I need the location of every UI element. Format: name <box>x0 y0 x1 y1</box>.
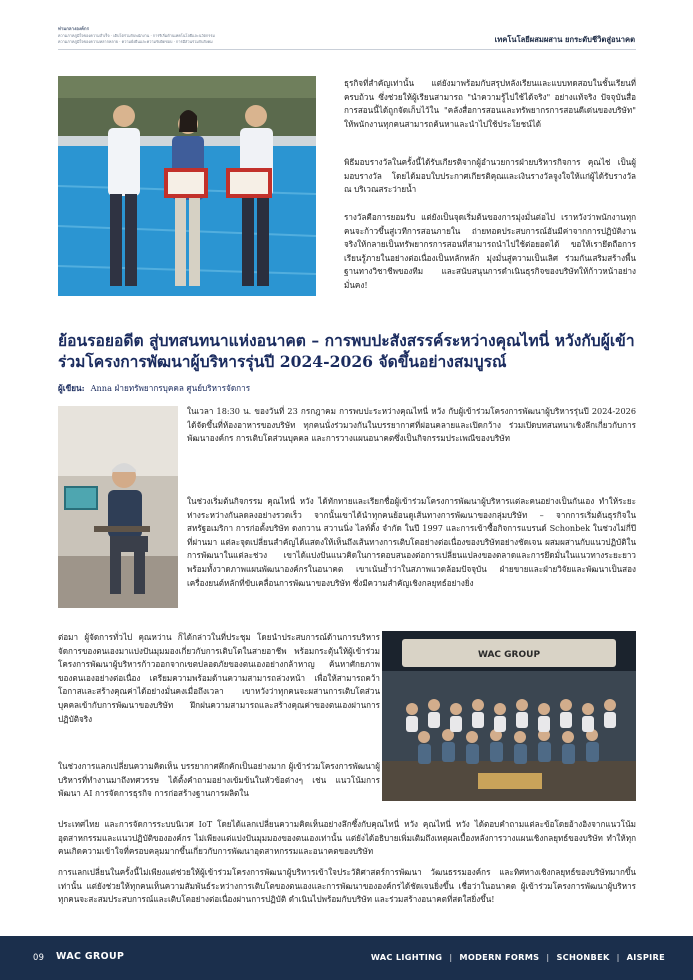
article-paragraph-6: การแลกเปลี่ยนในครั้งนี้ไม่เพียงแต่ช่วยให้ผู้เข้าร่วมโครงการพัฒนาผู้บริหารเข้าใจประวัติศาสตร์การพัฒนา วัฒนธรรมองค์กร และทิศทางเชิงกลยุทธ์ของบริษัทมากขึ้นเท่านั้น แต่ยังช่วยให้ทุกคนเห็นความสัมพันธ์ระหว่างการเติบโตของตนเองและการพัฒนาขององค์กรได้ชัดเจนยิ่งขึ้น เชื่อว่าในอนาคต ผู้เข้าร่วมโครงการพัฒนาผู้บริหารทุกคนจะสะสมประสบการณ์และเติบโตอย่างต่อเนื่องผ่านการปฏิบัติ ดำเนินไปพร้อมกับบริษัท และร่วมสร้างอนาคตที่สดใสยิ่งขึ้น! <box>58 867 636 905</box>
section-label: ท่ามกลางองค์กร <box>58 27 89 32</box>
award-ceremony-photo <box>58 76 316 296</box>
footer-brand-modern-forms: MODERN FORMS <box>459 952 540 962</box>
footer-separator: | <box>449 952 453 962</box>
article-byline <box>58 382 578 395</box>
header-meta <box>58 26 388 45</box>
page-footer <box>0 936 693 980</box>
header-meta-line-2: ความภาคภูมิใจของความหลากหลาย · ความยั่งยืนและความรับผิดชอบ · การมีส่วนร่วมกับสังคม <box>58 39 213 44</box>
intro-paragraph-1: ธุรกิจที่สำคัญเท่านั้น แต่ยังมาพร้อมกับสรุปหลังเรียนและแบบทดสอบในชั้นเรียนที่ครบถ้วน ซึ่งช่วยให้ผู้เรียนสามารถ "นำความรู้ไปใช้ได้จริง" อย่างแท้จริง ปัจจุบันสื่อการสอนนี้ได้ถูกจัดเก็บไว้ใน "คลังสื่อการสอนและทรัพยากรการสอนดีเด่นของบริษัท" ให้พนักงานทุกคนสามารถค้นหาและนำไปใช้ประโยชน์ได้ <box>344 78 636 129</box>
article-paragraph-2: ในช่วงเริ่มต้นกิจกรรม คุณไทนี่ หวัง ได้ทักทายและเรียกชื่อผู้เข้าร่วมโครงการพัฒนาผู้บริหารแต่ละคนอย่างเป็นกันเอง ทำให้ระยะห่างระหว่างกันลดลงอย่างรวดเร็ว จากนั้นเขาได้นำทุกคนย้อนดูเส้นทางการพัฒนาของกลุ่มบริษัท – จากการเริ่มต้นธุรกิจในสหรัฐอเมริกา การก่อตั้งบริษัท ดงกวาน สวานนิ่ง ไลท์ติ้ง จำกัด ในปี 1997 และการเข้าซื้อกิจการแบรนด์ Schonbek ในช่วงไม่กี่ปีที่ผ่านมา แต่ละจุดเปลี่ยนสำคัญได้แสดงให้เห็นถึงเส้นทางการเติบโตอย่างต่อเนื่องของบริษัทอย่างชัดเจน ผสมผสานกับแนวปฏิบัติในการพัฒนาในแต่ละช่วง เขาได้แบ่งปันแนวคิดในการตอบสนองต่อการเปลี่ยนแปลงของตลาดและการยึดมั่นในแนวทางระยะยาว พร้อมทั้งวาดภาพแผนพัฒนาองค์กรในอนาคต เขาเน้นย้ำว่าในสภาพแวดล้อมปัจจุบัน ฝ่ายขายและฝ่ายวิจัยและพัฒนาเป็นสองเครื่องยนต์หลักที่ขับเคลื่อนการพัฒนาของบริษัท ซึ่งมีความสำคัญเชิงกลยุทธ์อย่างยิ่ง <box>187 496 636 588</box>
header-divider <box>58 49 636 50</box>
header-meta-line-1: ความภาคภูมิใจของความสำเร็จ · เติบโตร่วมกับพนักงาน · การริเริ่มด้านเทคโนโลยีและนวัตกรรม <box>58 33 215 38</box>
footer-separator: | <box>616 952 620 962</box>
group-photo-banner-text: WAC GROUP <box>477 650 541 660</box>
group-photo <box>382 631 636 801</box>
footer-brand-schonbek: SCHONBEK <box>556 952 610 962</box>
footer-brand-aispire: AISPIRE <box>626 952 665 962</box>
footer-separator: | <box>546 952 550 962</box>
article-paragraph-3: ต่อมา ผู้จัดการทั่วไป คุณหว่าน ก็ได้กล่าวในที่ประชุม โดยนำประสบการณ์ด้านการบริหารจัดการของตนเองมาแบ่งปันมุมมองเกี่ยวกับการเติบโตในสายอาชีพ พร้อมกระตุ้นให้ผู้เข้าร่วมโครงการพัฒนาผู้บริหารก้าวออกจากเขตปลอดภัยของตนเองอย่างกล้าหาญ ค้นหาศักยภาพของตนเองอย่างต่อเนื่อง เตรียมความพร้อมด้านความสามารถล่วงหน้า เพื่อให้สามารถคว้าโอกาสและสร้างคุณค่าได้อย่างมั่นคงเมื่อถึงเวลา เขาหวังว่าทุกคนจะผสานการเติบโตส่วนบุคคลเข้ากับการพัฒนาของบริษัท ฝึกฝนความสามารถและสร้างคุณค่าของตนเองผ่านการปฏิบัติจริง <box>58 632 380 724</box>
article-paragraph-1: ในเวลา 18:30 น. ของวันที่ 23 กรกฎาคม การพบปะระหว่างคุณไทนี่ หวัง กับผู้เข้าร่วมโครงการพัฒนาผู้บริหารรุ่นปี 2024-2026 ได้จัดขึ้นที่ห้องอาหารของบริษัท ทุกคนนั่งร่วมวงกันในบรรยากาศที่ผ่อนคลายและเปิดกว้าง ร่วมเปิดบทสนทนาเชิงลึกเกี่ยวกับการพัฒนาองค์กร การเติบโตส่วนบุคคล และการวางแผนอนาคตซึ่งเป็นกิจกรรมประเพณีของบริษัท <box>187 406 636 444</box>
article-paragraph-4: ในช่วงการแลกเปลี่ยนความคิดเห็น บรรยากาศคึกคักเป็นอย่างมาก ผู้เข้าร่วมโครงการพัฒนาผู้บริหารที่ทำงานมาถึงทศวรรษ ได้ตั้งคำถามอย่างเข้มข้นในหัวข้อต่างๆ เช่น แนวโน้มการพัฒนา AI การจัดการธุรกิจ การก่อสร้างฐานการผลิตใน <box>58 761 380 799</box>
footer-brand-wac-lighting: WAC LIGHTING <box>370 952 443 962</box>
intro-paragraph-2: พิธีมอบรางวัลในครั้งนี้ได้รับเกียรติจากผู้อำนวยการฝ่ายบริหารกิจการ คุณไช่ เป็นผู้มอบรางวัล โดยได้มอบใบประกาศเกียรติคุณและเงินรางวัลจูงใจให้แก่ผู้ได้รับรางวัล ณ บริเวณสระว่ายน้ำ <box>344 157 636 195</box>
article-title: ย้อนรอยอดีต สู่บทสนทนาแห่งอนาคต – การพบปะสังสรรค์ระหว่างคุณไทนี่ หวังกับผู้เข้าร่วมโครงการพัฒนาผู้บริหารรุ่นปี 2024-2026 จัดขึ้นอย่างสมบูรณ์ <box>58 331 635 371</box>
page-header <box>0 0 693 60</box>
page-number: 09 <box>33 952 45 962</box>
article-paragraph-5: ประเทศไทย และการจัดการระบบนิเวศ IoT โดยได้แลกเปลี่ยนความคิดเห็นอย่างลึกซึ้งกับคุณไทนี่ หวัง คุณไทนี่ หวัง ได้ตอบคำถามแต่ละข้อโดยอ้างอิงจากแนวโน้มอุตสาหกรรมและแนวปฏิบัติขององค์กร ไม่เพียงแต่แบ่งปันมุมมองของตนเองเท่านั้น แต่ยังได้อธิบายเพิ่มเติมถึงเหตุผลเบื้องหลังการวางแผนเชิงกลยุทธ์ของบริษัท ทำให้ทุกคนเกิดความเข้าใจที่ครอบคลุมมากขึ้นเกี่ยวกับการพัฒนาอุตสาหกรรมและอนาคตของบริษัท <box>58 819 636 857</box>
byline-author: Anna ฝ่ายทรัพยากรบุคคล ศูนย์บริหารจัดการ <box>90 383 251 393</box>
footer-brand-list <box>371 952 665 962</box>
intro-paragraph-3: รางวัลคือการยอมรับ แต่ยังเป็นจุดเริ่มต้นของการมุ่งมั่นต่อไป เราหวังว่าพนักงานทุกคนจะก้าวขึ้นสู่เวทีการสอนภายใน ถ่ายทอดประสบการณ์อันมีค่าจากการปฏิบัติงานจริงให้กลายเป็นทรัพยากรการสอนที่สามารถนำไปใช้ต่อยอดได้ ขอให้เรายึดถือการเรียนรู้ภายในอย่างต่อเนื่องเป็นหลักหลัก มุ่งมั่นสู่ความเป็นเลิศ ร่วมกันเสริมสร้างพื้นฐานทางวิชาชีพของทีม และสนับสนุนการดำเนินธุรกิจของบริษัทให้ก้าวหน้าอย่างมั่นคง! <box>344 212 636 290</box>
speaker-photo <box>58 406 178 608</box>
byline-label: ผู้เขียน: <box>58 383 85 393</box>
page-title: เทคโนโลยีผสมผสาน ยกระดับชีวิตสู่อนาคต <box>494 35 635 44</box>
footer-brand: WAC GROUP <box>56 951 125 962</box>
